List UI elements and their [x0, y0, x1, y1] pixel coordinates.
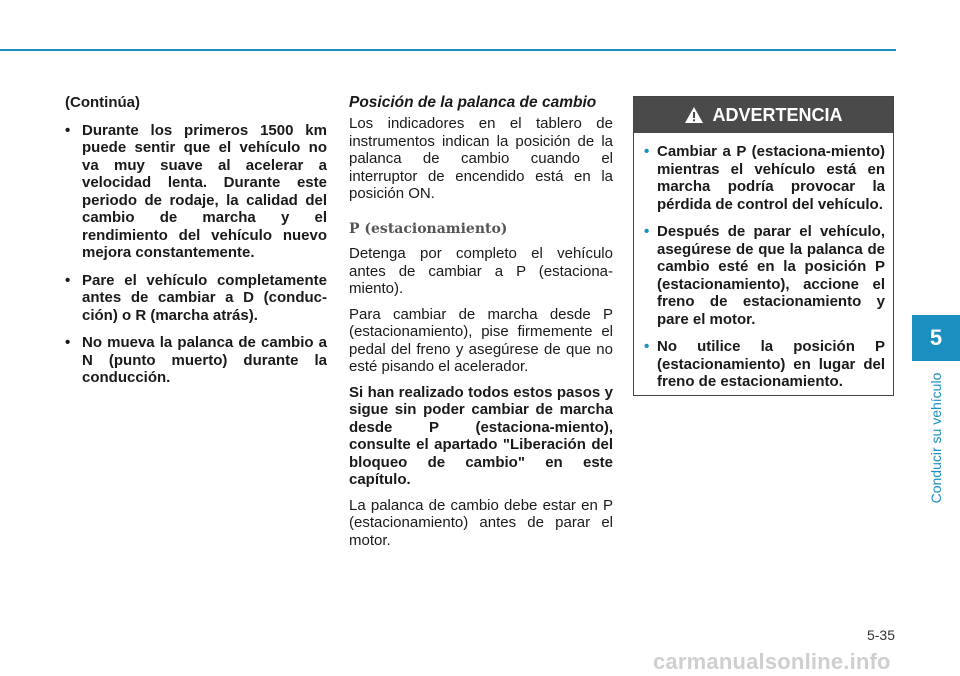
warning-box	[633, 96, 894, 396]
bullet-icon: •	[65, 334, 71, 351]
intro-paragraph: Los indicadores en el tablero de instrumentos indican la posición de la palanca de cambio cuando el interruptor de encendido está en la posición ON.	[349, 115, 613, 202]
chapter-title: Conducir su vehículo	[928, 372, 944, 504]
warning-item: • Después de parar el vehículo, asegúrese de que la palanca de cambio esté en la posición P (estacionamiento), accione el freno de estacionamiento y pare el motor.	[644, 223, 885, 328]
warning-item: • No utilice la posición P (estacionamiento) en lugar del freno de estacionamiento.	[644, 338, 885, 390]
warning-body	[634, 133, 893, 391]
warning-item: • Cambiar a P (estaciona-miento) mientras el vehículo está en marcha podría provocar la pérdida de control del vehículo.	[644, 143, 885, 213]
paragraph: Detenga por completo el vehículo antes de cambiar a P (estaciona-miento).	[349, 245, 613, 297]
middle-column	[349, 94, 613, 557]
bullet-icon: •	[644, 223, 650, 240]
warning-title: ADVERTENCIA	[712, 104, 843, 125]
page-number: 5-35	[866, 627, 895, 643]
bold-paragraph: Si han realizado todos estos pasos y sigue sin poder cambiar de marcha desde P (estaciona-miento), consulte el apartado "Liberación del bloqueo de cambio" en este capítulo.	[349, 383, 613, 488]
list-item: • No mueva la palanca de cambio a N (punto muerto) durante la conducción.	[65, 334, 327, 386]
subsection-heading: P (estacionamiento)	[349, 220, 508, 237]
chapter-tab: 5	[912, 315, 960, 361]
continues-label: (Continúa)	[65, 94, 140, 111]
paragraph: Para cambiar de marcha desde P (estacionamiento), pise firmemente el pedal del freno y asegúrese de que no esté pisando el acelerador.	[349, 305, 613, 375]
paragraph: La palanca de cambio debe estar en P (estacionamiento) antes de parar el motor.	[349, 496, 613, 549]
bullet-icon: •	[65, 271, 71, 289]
bullet-icon: •	[644, 143, 650, 160]
watermark: carmanualsonline.info	[653, 649, 891, 674]
warning-triangle-icon	[684, 106, 704, 124]
list-item: • Pare el vehículo completamente antes de cambiar a D (conduc-ción) o R (marcha atrás).	[65, 271, 327, 324]
bullet-icon: •	[65, 121, 71, 139]
header-rule	[0, 49, 896, 51]
bullet-icon: •	[644, 338, 650, 355]
warning-header	[634, 97, 893, 133]
left-column	[65, 94, 327, 397]
section-heading: Posición de la palanca de cambio	[349, 94, 597, 111]
list-item: • Durante los primeros 1500 km puede sentir que el vehículo no va muy suave al acelerar a velocidad lenta. Durante este periodo de rodaje, la calidad del cambio de marcha y el rendimiento del vehículo nuevo mejora constantemente.	[65, 121, 327, 261]
